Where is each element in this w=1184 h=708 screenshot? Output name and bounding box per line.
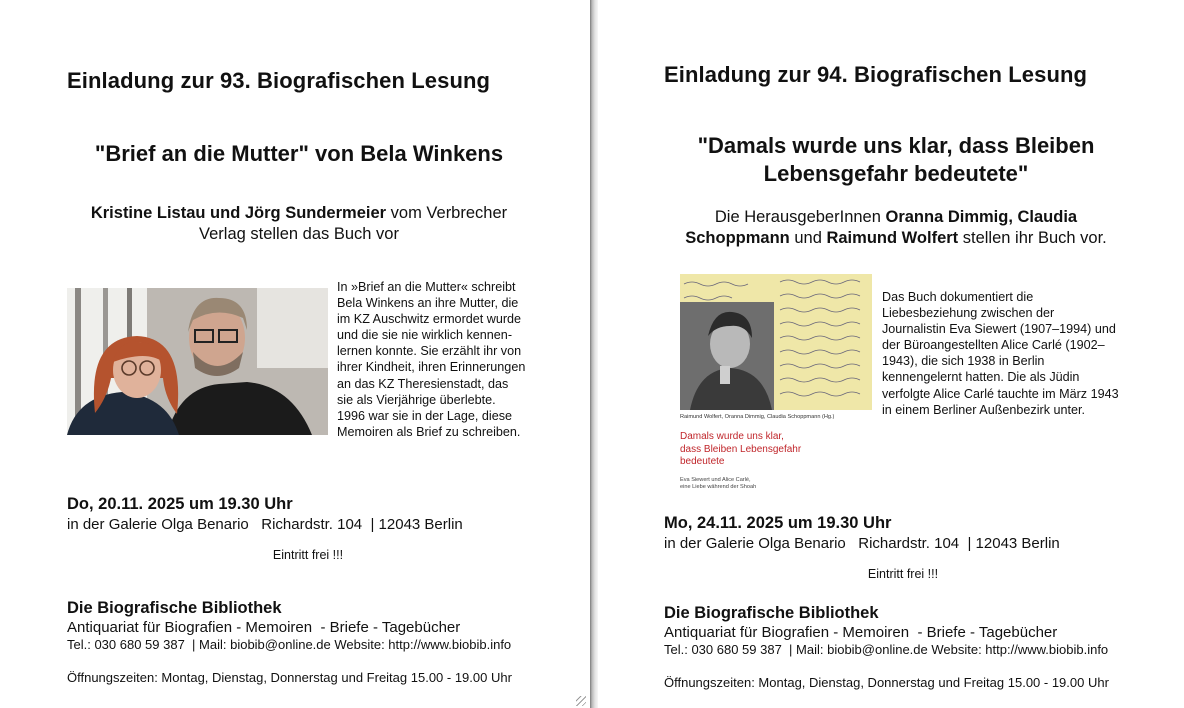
description-line: der Büroangestellten Alice Carlé (1902– xyxy=(882,338,1105,353)
book-title-line2: Lebensgefahr bedeutete" xyxy=(763,161,1029,186)
cover-title-line: Damals wurde uns klar, xyxy=(680,431,784,442)
event-address: in der Galerie Olga Benario Richardstr. 104 | 12043 Berlin xyxy=(67,516,463,533)
cover-title-line: bedeutete xyxy=(680,456,725,467)
description-line: im KZ Auschwitz ermordet wurde xyxy=(337,312,522,327)
presenters-text-part: vom Verbrecher xyxy=(386,204,508,222)
document-page-right xyxy=(598,0,1184,708)
cover-image xyxy=(680,274,872,410)
description-line: 1996 war sie in der Lage, diese xyxy=(337,408,513,423)
cover-subtitle xyxy=(680,477,872,492)
description-line: verfolgte Alice Carlé tauchte im März 1943 xyxy=(882,386,1119,401)
opening-hours: Öffnungszeiten: Montag, Dienstag, Donnerstag und Freitag 15.00 - 19.00 Uhr xyxy=(664,675,1109,690)
library-name: Die Biografische Bibliothek xyxy=(664,604,879,622)
description-line: und die sie nie wirklich kennen- xyxy=(337,328,513,343)
description-line: Journalistin Eva Siewert (1907–1994) und xyxy=(882,322,1116,337)
presenters-text-line2: Verlag stellen das Buch vor xyxy=(199,225,399,243)
book-cover xyxy=(680,274,872,496)
description-line: Bela Winkens an ihre Mutter, die xyxy=(337,296,519,311)
resize-handle[interactable] xyxy=(576,696,586,706)
description-line: Memoiren als Brief zu schreiben. xyxy=(337,424,521,439)
book-description xyxy=(337,279,577,440)
presenters-photo xyxy=(67,288,328,435)
invitation-title: Einladung zur 94. Biografischen Lesung xyxy=(664,62,1088,87)
library-subtitle: Antiquariat für Biografien - Memoiren - Briefe - Tagebücher xyxy=(67,619,461,636)
document-page-left xyxy=(0,0,590,708)
description-line: In »Brief an die Mutter« schreibt xyxy=(337,280,516,294)
library-name: Die Biografische Bibliothek xyxy=(67,599,282,617)
cover-subtitle-line: eine Liebe während der Shoah xyxy=(680,484,757,490)
description-line: in einem Berliner Außenbezirk unter. xyxy=(882,402,1086,417)
description-line: 1943), die sich 1938 in Berlin xyxy=(882,354,1045,369)
description-line: Liebesbeziehung zwischen der xyxy=(882,306,1055,321)
editors-names-3: Raimund Wolfert xyxy=(826,229,959,247)
library-subtitle: Antiquariat für Biografien - Memoiren - Briefe - Tagebücher xyxy=(664,624,1058,641)
presenters-names: Kristine Listau und Jörg Sundermeier xyxy=(90,204,387,222)
cover-title xyxy=(680,431,872,469)
editors-text xyxy=(598,207,1184,249)
editors-names-1: Oranna Dimmig, Claudia xyxy=(885,208,1078,226)
event-date: Do, 20.11. 2025 um 19.30 Uhr xyxy=(67,495,293,513)
entry-fee: Eintritt frei !!! xyxy=(867,567,939,581)
editors-text-part: und xyxy=(789,229,827,247)
description-line: ihrer Kindheit, ihren Erinnerungen xyxy=(337,360,526,375)
cover-title-line: dass Bleiben Lebensgefahr xyxy=(680,443,802,455)
invitation-title: Einladung zur 93. Biografischen Lesung xyxy=(67,68,491,93)
event-date: Mo, 24.11. 2025 um 19.30 Uhr xyxy=(664,514,892,532)
entry-fee: Eintritt frei !!! xyxy=(272,548,344,562)
presenters-text xyxy=(0,203,590,245)
opening-hours: Öffnungszeiten: Montag, Dienstag, Donnerstag und Freitag 15.00 - 19.00 Uhr xyxy=(67,670,512,685)
book-description xyxy=(882,289,1182,418)
window-divider[interactable] xyxy=(590,0,598,708)
description-line: sie als Vierjährige überlebte. xyxy=(337,392,496,407)
event-address: in der Galerie Olga Benario Richardstr. 104 | 12043 Berlin xyxy=(664,535,1060,552)
editors-text-part: Die HerausgeberInnen xyxy=(714,208,886,226)
description-line: lernen konnte. Sie erzählt ihr von xyxy=(337,344,522,359)
cover-authors: Raimund Wolfert, Oranna Dimmig, Claudia Schoppmann (Hg.) xyxy=(680,414,835,420)
book-title: "Brief an die Mutter" von Bela Winkens xyxy=(94,141,504,166)
editors-text-part: stellen ihr Buch vor. xyxy=(958,229,1107,247)
library-contact: Tel.: 030 680 59 387 | Mail: biobib@online.de Website: http://www.biobib.info xyxy=(67,637,512,652)
description-line: an das KZ Theresienstadt, das xyxy=(337,376,509,391)
library-contact: Tel.: 030 680 59 387 | Mail: biobib@online.de Website: http://www.biobib.info xyxy=(664,642,1109,657)
book-title-line1: "Damals wurde uns klar, dass Bleiben xyxy=(697,133,1095,158)
description-line: Das Buch dokumentiert die xyxy=(882,290,1034,304)
description-line: kennengelernt hatten. Die als Jüdin xyxy=(882,370,1080,385)
editors-names-2: Schoppmann xyxy=(685,229,790,247)
cover-subtitle-line: Eva Siewert und Alice Carlé, xyxy=(680,476,751,483)
book-title xyxy=(598,132,1184,188)
